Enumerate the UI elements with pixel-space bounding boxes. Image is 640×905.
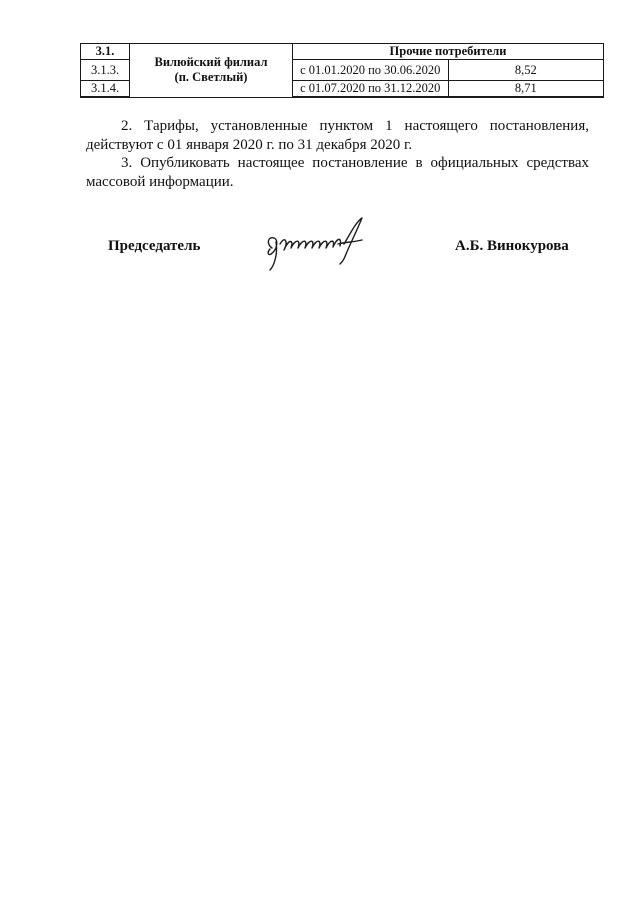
period-cell: с 01.01.2020 по 30.06.2020	[293, 60, 449, 81]
group-code-cell: 3.1.	[81, 44, 130, 60]
tariff-value-cell: 8,52	[448, 60, 604, 81]
row-code-cell: 3.1.3.	[81, 60, 130, 81]
paragraph-2-line-2: действуют с 01 января 2020 г. по 31 декабря 2020 г.	[86, 137, 413, 153]
paragraph-2	[86, 117, 589, 155]
tariff-value-cell: 8,71	[448, 81, 604, 98]
tariff-table	[80, 43, 604, 98]
row-code-cell: 3.1.4.	[81, 81, 130, 98]
signatory-name: А.Б. Винокурова	[455, 238, 569, 254]
branch-location: (п. Светлый)	[174, 70, 248, 85]
paragraph-2-line-1: 2. Тарифы, установленные пунктом 1 настоящего постановления,	[121, 118, 589, 134]
paragraph-3-line-1: 3. Опубликовать настоящее постановление в официальных средствах	[121, 155, 589, 171]
branch-cell	[130, 44, 293, 98]
branch-name: Вилюйский филиал	[154, 54, 268, 69]
period-cell: с 01.07.2020 по 31.12.2020	[293, 81, 449, 98]
signatory-title: Председатель	[108, 238, 201, 254]
handwritten-signature	[258, 214, 368, 274]
paragraph-3-line-2: массовой информации.	[86, 174, 234, 190]
paragraph-3	[86, 154, 589, 192]
consumer-group-cell: Прочие потребители	[293, 44, 604, 60]
table-row	[81, 44, 604, 60]
